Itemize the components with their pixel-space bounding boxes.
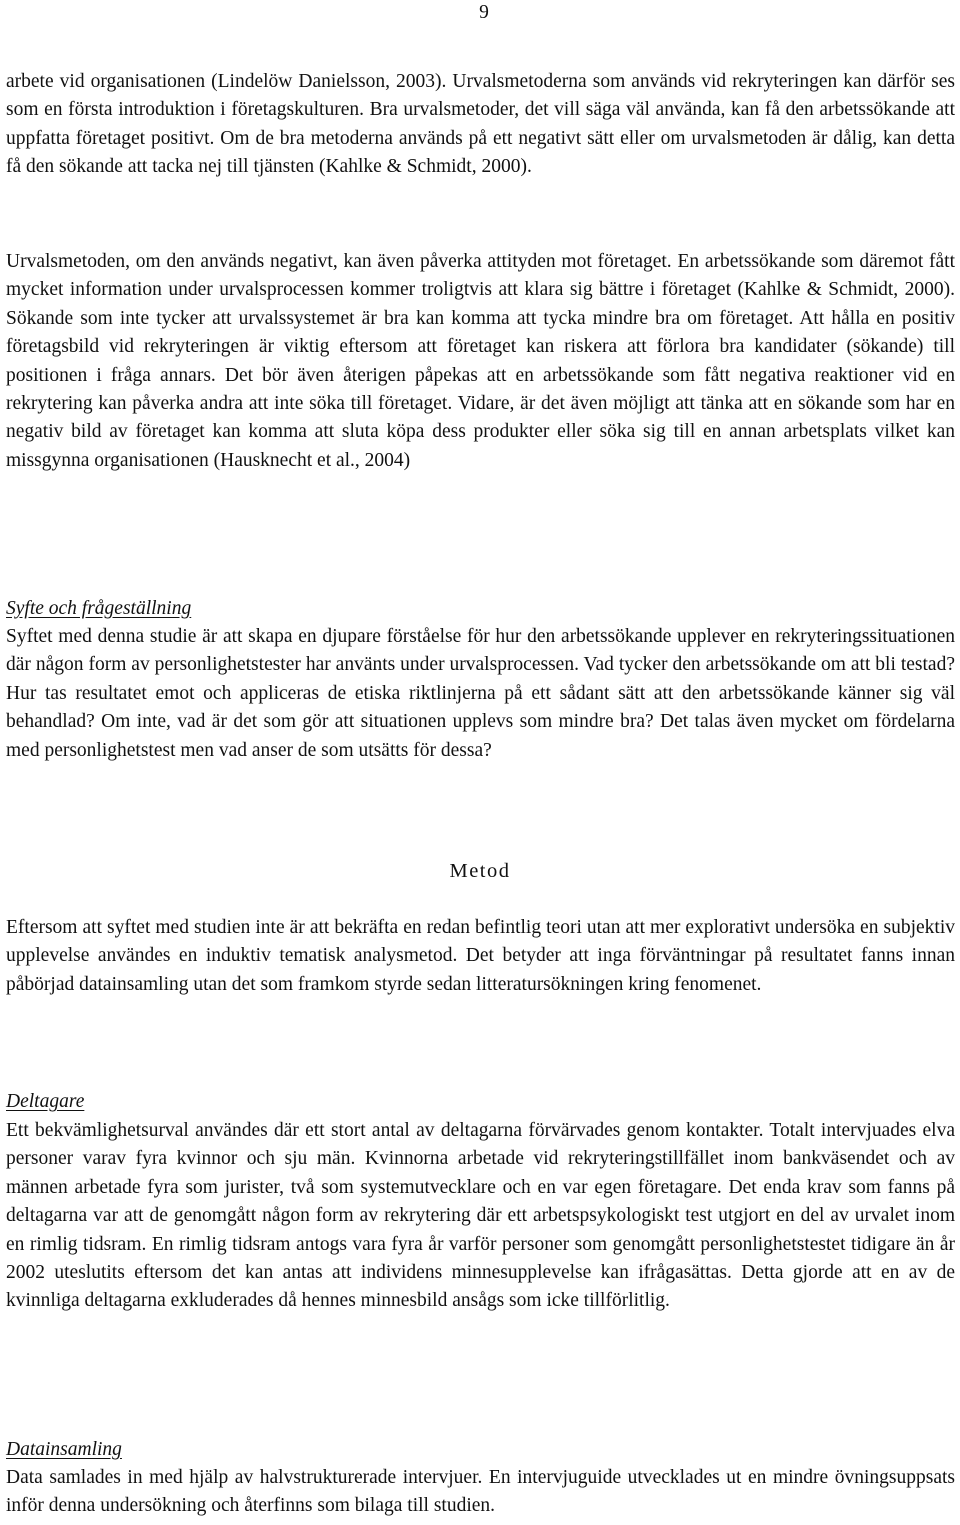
subheading-syfte: Syfte och frågeställning xyxy=(6,598,192,619)
paragraph-datainsamling: Data samlades in med hjälp av halvstrukturerade intervjuer. En intervjuguide utvecklades ut en mindre övningsuppsats inför denna undersökning och återfinns som bilaga till studien. xyxy=(6,1467,955,1517)
heading-metod: Metod xyxy=(449,860,511,882)
subheading-datainsamling: Datainsamling xyxy=(6,1439,122,1460)
subheading-deltagare: Deltagare xyxy=(6,1091,85,1112)
paragraph-urvalsmetoder: arbete vid organisationen (Lindelöw Danielsson, 2003). Urvalsmetoderna som används vid rekryteringen kan därför ses som en första introduktion i företagskulturen. Bra urvalsmetoder, det vill säga väl använda, kan få den arbetssökande att uppfatta företaget positivt. Om de bra metoderna används på ett negativt sätt eller om urvalsmetoden är dålig, kan detta få den sökande att tacka nej till tjänsten (Kahlke & Schmidt, 2000). xyxy=(6,71,955,178)
paragraph-metod: Eftersom att syftet med studien inte är att bekräfta en redan befintlig teori utan att mer explorativt undersöka en subjektiv upplevelse användes en induktiv tematisk analysmetod. Det betyder att inga förväntningar på resultatet fanns innan påbörjad datainsamling utan det som framkom styrde sedan litteratursökningen kring fenomenet. xyxy=(6,917,955,995)
paragraph-syfte: Syftet med denna studie är att skapa en djupare förståelse för hur den arbetssökande upplever en rekryteringssituationen där någon form av personlighetstester har använts under urvalsprocessen. Vad tycker den arbetssökande om att bli testad? Hur tas resultatet emot och appliceras de etiska riktlinjerna på ett sådant sätt att den arbetssökande känner sig väl behandlad? Om inte, vad är det som gör att situationen upplevs som mindre bra? Det talas även mycket om fördelarna med personlighetstest men vad anser de som utsätts för dessa? xyxy=(6,626,955,761)
paragraph-attityd: Urvalsmetoden, om den används negativt, kan även påverka attityden mot företaget. En arbetssökande som däremot fått mycket information under urvalsprocessen kommer troligtvis att klara sig bättre i företaget (Kahlke & Schmidt, 2000). Sökande som inte tycker att urvalssystemet är bra kan komma att tycka mindre bra om företaget. Att hålla en positiv företagsbild vid rekryteringen är viktig eftersom att företaget kan riskera att förlora bra kandidater (sökande) till positionen i fråga annars. Det bör även återigen påpekas att en arbetssökande som fått negativa reaktioner vid en rekrytering kan påverka andra att inte söka till företaget. Vidare, är det även möjligt att tänka att en sökande som har en negativ bild av företaget kan komma att sluta köpa dess produkter eller söka sig till en annan arbetsplats vilket kan missgynna organisationen (Hausknecht et al., 2004) xyxy=(6,251,955,471)
page-number: 9 xyxy=(479,2,489,23)
paragraph-deltagare: Ett bekvämlighetsurval användes där ett stort antal av deltagarna förvärvades genom kontakter. Totalt intervjuades elva personer varav fyra kvinnor och sju män. Kvinnorna arbetade vid rekryteringstillfället inom bankväsendet och av männen arbetade fyra som jurister, två som systemutvecklare och en var egen företagare. Det enda krav som fanns på deltagarna var att de genomgått någon form av rekrytering där ett arbetspsykologiskt test utgjort en del av urvalet inom en rimlig tidsram. En rimlig tidsram antogs vara fyra år varför personer som genomgått personlighetstestet tidigare än år 2002 uteslutits eftersom det kan antas att individens minnesupplevelse kan ifrågasättas. Detta gjorde att en av de kvinnliga deltagarna exkluderades då hennes minnesbild ansågs som icke tillförlitlig. xyxy=(6,1120,955,1312)
